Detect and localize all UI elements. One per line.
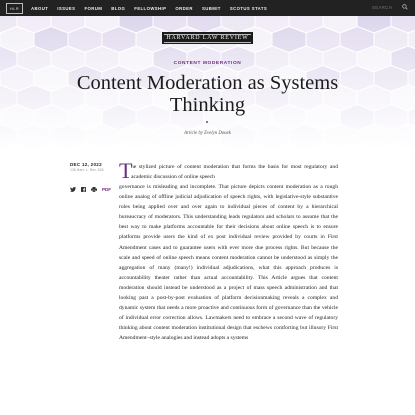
nav-item-order[interactable]: ORDER [175,5,193,11]
publish-date: DEC 12, 2022 [70,162,102,167]
share-bar [70,187,111,192]
drop-cap: T [119,158,133,183]
search-icon[interactable] [402,4,408,10]
twitter-icon[interactable] [70,187,76,192]
facebook-icon[interactable] [81,187,86,192]
article-byline: Article by Evelyn Douek [184,131,231,136]
title-divider-dot [206,121,208,123]
search-input[interactable]: SEARCH [372,5,393,10]
top-nav [0,0,415,16]
masthead[interactable] [162,32,253,44]
body-text: governance is misleading and incomplete. That picture depicts content moderation as a rough online analog of offline judicial adjudication of speech rights, with legislative-style substantive rules being applied over and over again to individual pieces of content by a hierarchical bureaucracy of moderators. This understanding leads regulators and scholars to assume that the best way to make platforms accountable for their decisions about online speech is to ensure platforms provide users the kind of ex post individual review provided by courts in First Amendment cases and to guarantee users with ever more due process rights. But because the scale and speed of online speech means content moderation cannot be understood as simply the aggregation of many (many!) individual adjudications, what this approach produces is accountability theater rather than actual accountability. This Article argues that content moderation should instead be understood as a project of mass speech administration and that looking past a post-by-post evaluation of platform decisionmaking reveals a complex and dynamic system that needs a more proactive and continuous form of governance than the vehicle of individual error correction allows. Lawmakers need to embrace a second wave of regulatory thinking about content moderation institutional design that eschews comforting but illusory First Amendment–style analogies and instead adopts a systems [119,184,338,342]
masthead-title: HARVARD LAW REVIEW [166,35,249,41]
nav-item-blog[interactable]: BLOG [111,5,126,11]
article-title: Content Moderation as Systems Thinking [76,72,339,116]
nav-item-forum[interactable]: FORUM [84,5,103,11]
body-intro-lines: he stylized picture of content moderation that forms the basis for most regulatory and academic discussion of online speech [131,164,338,181]
nav-item-about[interactable]: ABOUT [31,5,49,11]
nav-item-scotus-stats[interactable]: SCOTUS STATS [229,5,268,11]
hlr-logo[interactable]: HLR [6,3,23,14]
print-icon[interactable] [91,187,97,192]
nav-item-issues[interactable]: ISSUES [57,5,76,11]
nav-item-fellowship[interactable]: FELLOWSHIP [134,5,167,11]
nav-item-submit[interactable]: SUBMIT [201,5,221,11]
pdf-link[interactable]: PDF [102,187,111,192]
article-kicker[interactable]: CONTENT MODERATION [173,61,242,66]
citation: 136 Harv. L. Rev. 526 [70,168,104,172]
